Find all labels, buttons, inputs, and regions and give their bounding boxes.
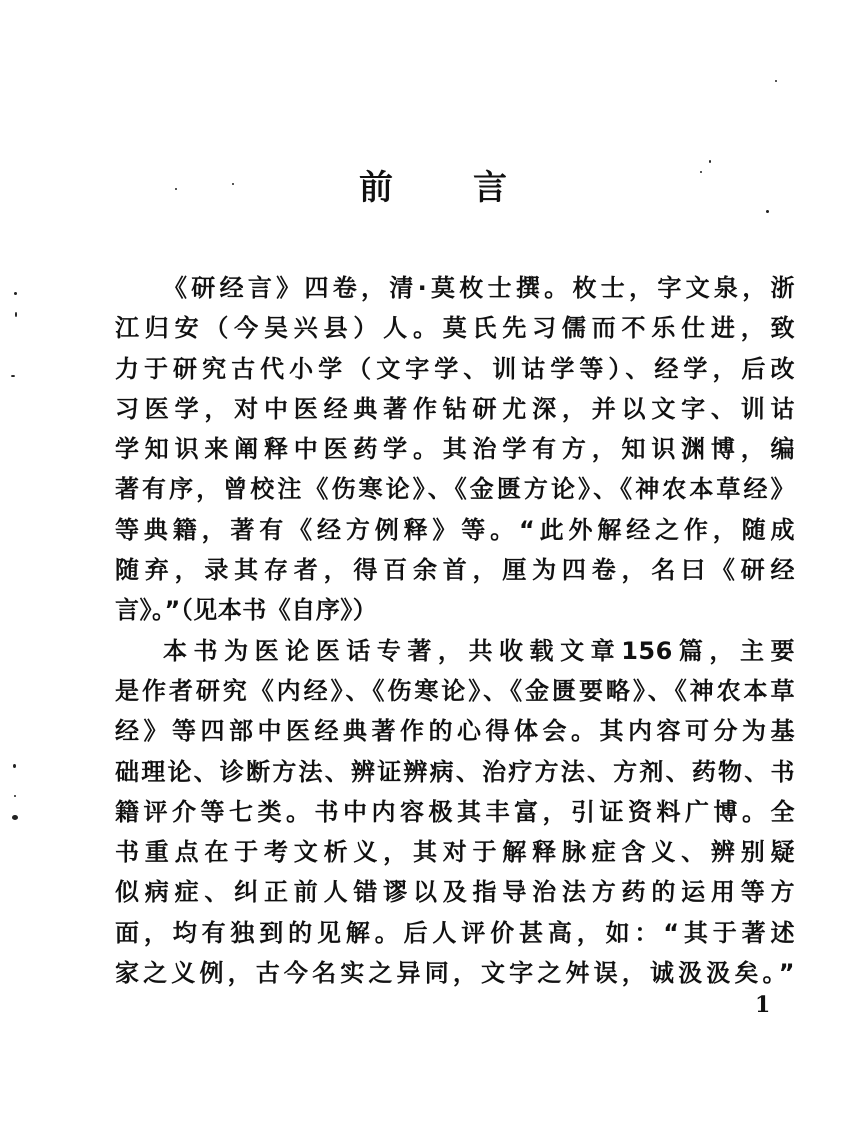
- text-line: 言》。”（见本书《自序》）: [115, 596, 378, 625]
- text-line: 习医学，对中医经典著作钻研尤深，并以文字、训诂: [115, 394, 795, 423]
- scan-speck: [13, 764, 16, 768]
- text-line: 本书为医论医话专著，共收载文章156篇，主要: [163, 636, 795, 665]
- scan-speck: [11, 375, 15, 377]
- text-line: 础理论、诊断方法、辨证辨病、治疗方法、方剂、药物、书: [115, 757, 795, 786]
- scan-speck: [175, 188, 177, 190]
- text-line: 籍评介等七类。书中内容极其丰富，引证资料广博。全: [115, 797, 795, 826]
- scan-speck: [766, 210, 769, 213]
- page-title: [0, 160, 866, 209]
- paragraph-2: [115, 631, 795, 994]
- text-line: 家之义例，古今名实之异同，文字之舛误，诚汲汲矣。”: [115, 959, 795, 988]
- text-line: 学知识来阐释中医药学。其治学有方，知识渊博，编: [115, 435, 795, 464]
- text-line: 是作者研究《内经》、《伤寒论》、《金匮要略》、《神农本草: [115, 676, 795, 705]
- text-line: 著有序，曾校注《伤寒论》、《金匮方论》、《神农本草经》: [115, 475, 795, 504]
- paragraph-1: [115, 268, 795, 631]
- text-line: 等典籍，著有《经方例释》等。“此外解经之作，随成: [115, 515, 795, 544]
- text-line: 《研经言》四卷，清·莫枚士撰。枚士，字文泉，浙: [163, 274, 795, 302]
- text-line: 力于研究古代小学（文字学、训诂学等）、经学，后改: [115, 354, 795, 383]
- title-char-1: 前: [359, 168, 393, 208]
- page-number: 1: [755, 992, 771, 1018]
- scan-speck: [14, 292, 17, 295]
- scan-speck: [15, 312, 17, 317]
- scan-speck: [775, 80, 777, 82]
- text-line: 江归安（今吴兴县）人。莫氏先习儒而不乐仕进，致: [115, 314, 795, 343]
- scan-speck: [12, 815, 18, 820]
- text-line: 经》等四部中医经典著作的心得体会。其内容可分为基: [115, 717, 795, 746]
- scan-speck: [709, 160, 711, 163]
- scan-speck: [14, 795, 16, 797]
- text-line: 随弃，录其存者，得百余首，厘为四卷，名曰《研经: [115, 556, 795, 585]
- text-line: 书重点在于考文析义，其对于解释脉症含义、辨别疑: [115, 838, 795, 867]
- text-line: 似病症、纠正前人错谬以及指导治法方药的运用等方: [115, 878, 795, 907]
- scan-speck: [700, 171, 702, 173]
- title-char-2: 言: [473, 168, 507, 208]
- text-line: 面，均有独到的见解。后人评价甚高，如：“其于著述: [115, 918, 795, 947]
- scan-speck: [232, 183, 234, 185]
- preface-body: [115, 268, 795, 993]
